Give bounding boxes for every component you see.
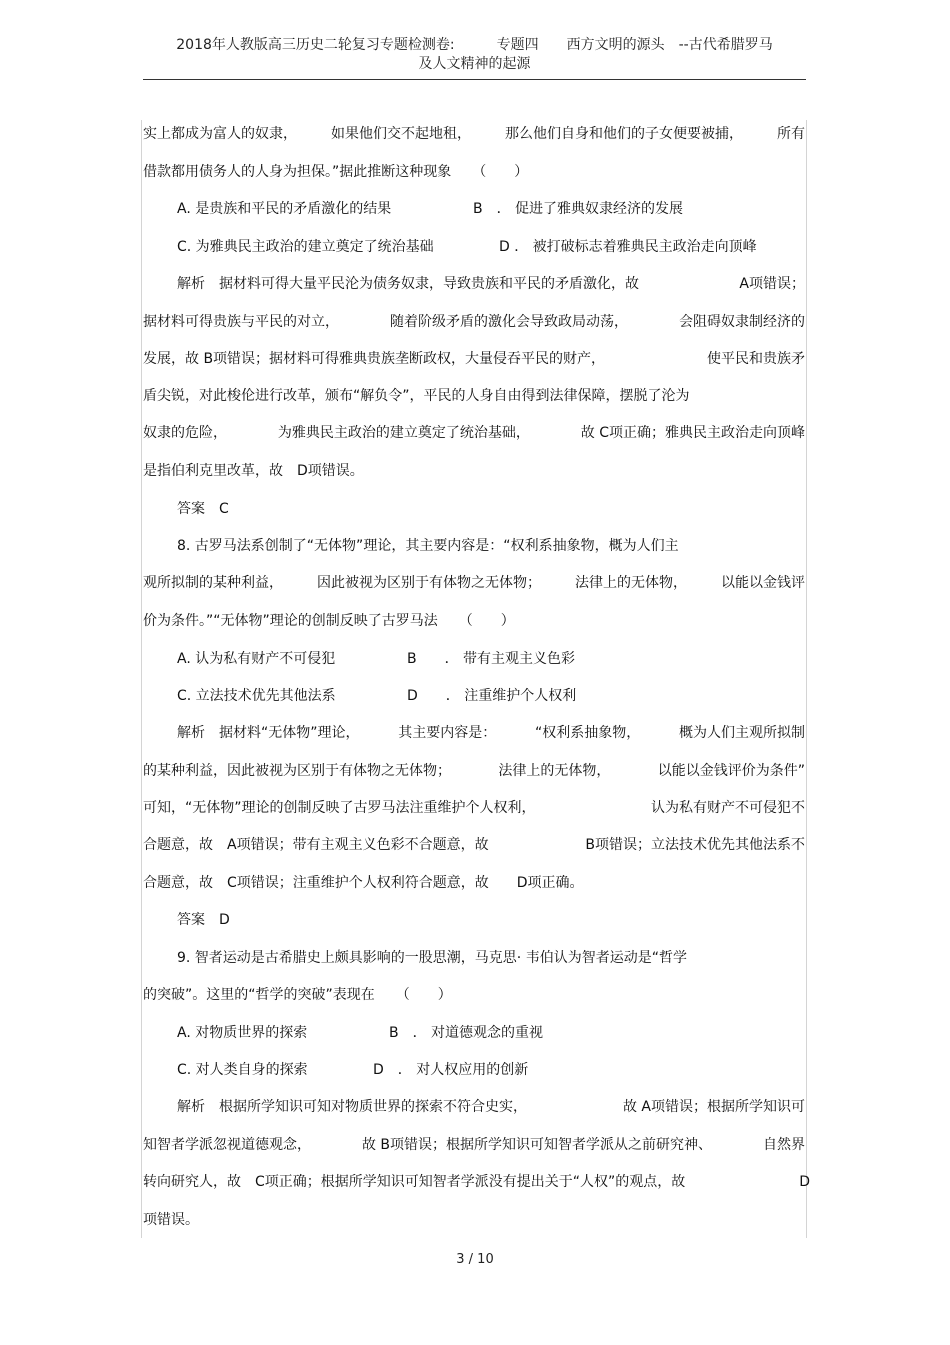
question-8-line: 8. 古罗马法系创制了“无体物”理论，其主要内容是：“权利系抽象物，概为人们主 (177, 538, 679, 554)
question-9-line: 9. 智者运动是古希腊史上颇具影响的一股思潮，马克思· 韦伯认为智者运动是“哲学 (177, 950, 687, 966)
analysis-line: 解析 据材料“无体物”理论， 其主要内容是： “权利系抽象物， 概为人们主观所拟制 (177, 725, 805, 741)
page-number: 3 / 10 (456, 1252, 494, 1267)
analysis-line: 据材料可得贵族与平民的对立， 随着阶级矛盾的激化会导致政局动荡， 会阻碍奴隶制经济的 (143, 314, 805, 330)
page-header (143, 36, 806, 74)
frame-right-border (806, 120, 807, 1238)
option-line (177, 648, 805, 670)
option-c: C. 立法技术优先其他法系 (177, 688, 336, 704)
option-d: D ． 被打破标志着雅典民主政治走向顶峰 (499, 239, 757, 255)
option-a: A. 认为私有财产不可侵犯 (177, 651, 336, 667)
analysis-line: 知智者学派忽视道德观念， 故 B项错误；根据所学知识可知智者学派从之前研究神、 自然界 (143, 1137, 805, 1153)
analysis-line: 合题意，故 C项错误；注重维护个人权利符合题意，故 D项正确。 (143, 875, 584, 891)
question-line: 价为条件。”“无体物”理论的创制反映了古罗马法 （ ） (143, 613, 515, 629)
option-b: B ． 带有主观主义色彩 (407, 651, 576, 667)
body-line: 借款都用债务人的人身为担保。”据此推断这种现象 （ ） (143, 164, 529, 180)
option-b: B ． 对道德观念的重视 (389, 1025, 544, 1041)
option-b: B ． 促进了雅典奴隶经济的发展 (473, 201, 684, 217)
analysis-line: 解析 据材料可得大量平民沦为债务奴隶，导致贵族和平民的矛盾激化，故 A项错误； (177, 276, 805, 292)
option-line (177, 198, 805, 220)
option-a: A. 是贵族和平民的矛盾激化的结果 (177, 201, 392, 217)
analysis-line: 转向研究人，故 C项正确；根据所学知识可知智者学派没有提出关于“人权”的观点，故 D (143, 1174, 810, 1190)
option-line (177, 1059, 805, 1081)
analysis-line: 发展，故 B项错误；据材料可得雅典贵族垄断政权，大量侵吞平民的财产， 使平民和贵族矛 (143, 351, 805, 367)
option-line (177, 685, 805, 707)
option-line (177, 236, 805, 258)
option-d: D ． 注重维护个人权利 (407, 688, 577, 704)
body-line: 实上都成为富人的奴隶， 如果他们交不起地租， 那么他们自身和他们的子女便要被捕， 所有 (143, 126, 805, 142)
option-line (177, 1022, 805, 1044)
option-c: C. 为雅典民主政治的建立奠定了统治基础 (177, 239, 434, 255)
option-d: D ． 对人权应用的创新 (373, 1062, 529, 1078)
frame-left-border (141, 120, 142, 1238)
analysis-line: 盾尖锐，对此梭伦进行改革，颁布“解负令”，平民的人身自由得到法律保障，摆脱了沦为 (143, 388, 690, 404)
answer-line: 答案 D (177, 912, 230, 928)
question-line: 观所拟制的某种利益， 因此被视为区别于有体物之无体物； 法律上的无体物， 以能以金钱评 (143, 575, 805, 591)
answer-line: 答案 C (177, 501, 229, 517)
header-rule (143, 79, 806, 80)
question-line: 的突破”。这里的“哲学的突破”表现在 （ ） (143, 987, 452, 1003)
analysis-line: 的某种利益，因此被视为区别于有体物之无体物； 法律上的无体物， 以能以金钱评价为条件” (143, 763, 805, 779)
analysis-line: 是指伯利克里改革，故 D项错误。 (143, 463, 364, 479)
analysis-line: 合题意，故 A项错误；带有主观主义色彩不合题意，故 B项错误；立法技术优先其他法系不 (143, 837, 805, 853)
analysis-line: 解析 根据所学知识可知对物质世界的探索不符合史实， 故 A项错误；根据所学知识可 (177, 1099, 805, 1115)
analysis-line: 奴隶的危险， 为雅典民主政治的建立奠定了统治基础， 故 C项正确；雅典民主政治走向顶峰 (143, 425, 805, 441)
header-title-line1: 2018年人教版高三历史二轮复习专题检测卷: 专题四 西方文明的源头 --古代希腊罗马 (176, 37, 773, 53)
option-a: A. 对物质世界的探索 (177, 1025, 308, 1041)
analysis-line: 项错误。 (143, 1212, 199, 1228)
option-c: C. 对人类自身的探索 (177, 1062, 308, 1078)
analysis-line: 可知，“无体物”理论的创制反映了古罗马法注重维护个人权利， 认为私有财产不可侵犯不 (143, 800, 805, 816)
header-title-line2: 及人文精神的起源 (418, 56, 531, 72)
